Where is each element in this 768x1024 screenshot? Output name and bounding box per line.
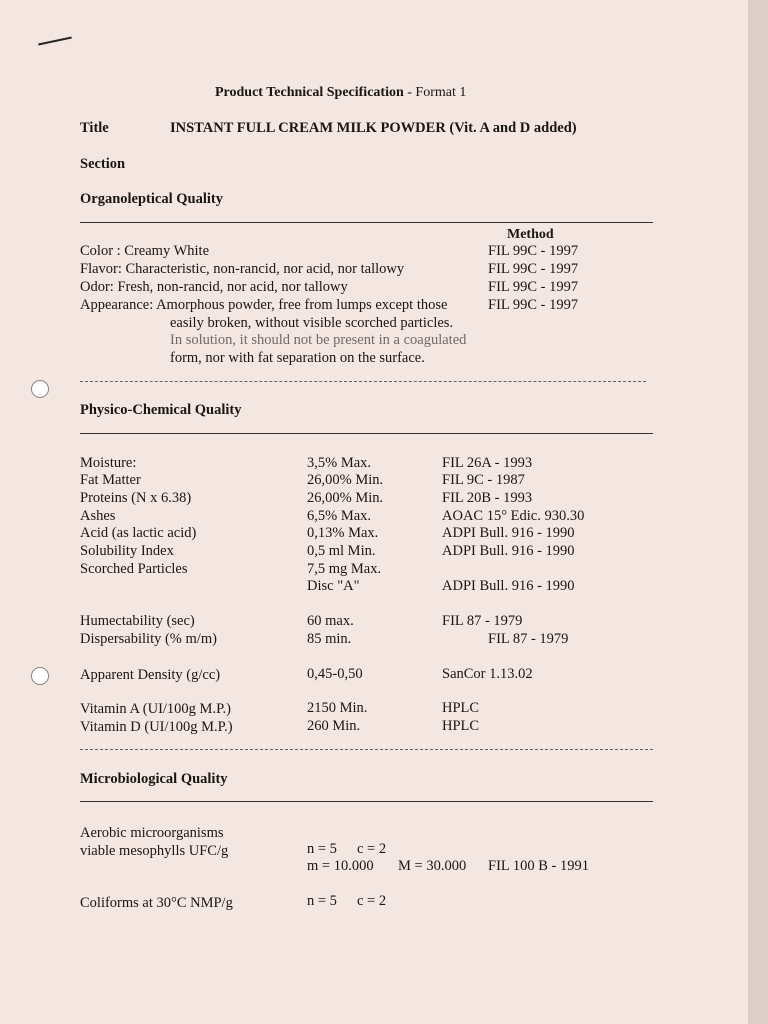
punch-hole-top — [31, 380, 49, 398]
physico-method: HPLC — [442, 700, 480, 716]
physico-param: Ashes — [80, 508, 116, 524]
coliforms-label: Coliforms at 30°C NMP/g — [80, 895, 233, 911]
physico-value: Disc "A" — [307, 578, 360, 594]
physico-param: Proteins (N x 6.38) — [80, 490, 192, 506]
header-format: Format 1 — [415, 85, 467, 100]
physico-param: Vitamin A (UI/100g M.P.) — [80, 701, 231, 717]
physico-value: 26,00% Min. — [307, 472, 384, 488]
physico-heading: Physico-Chemical Quality — [80, 402, 242, 418]
header-title: Product Technical Specification — [215, 85, 404, 100]
physico-value: 0,5 ml Min. — [307, 543, 376, 559]
physico-value: 85 min. — [307, 631, 352, 647]
physico-param: Moisture: — [80, 455, 137, 471]
section-label: Section — [80, 156, 126, 172]
physico-method: AOAC 15° Edic. 930.30 — [442, 508, 585, 524]
organoleptic-row-method: FIL 99C - 1997 — [488, 279, 579, 295]
physico-method: ADPI Bull. 916 - 1990 — [442, 578, 575, 594]
physico-value: 2150 Min. — [307, 700, 368, 716]
coliforms-c: c = 2 — [357, 893, 387, 909]
physico-method: ADPI Bull. 916 - 1990 — [442, 543, 575, 559]
organoleptic-row-text: Odor: Fresh, non-rancid, nor acid, nor tallowy — [80, 279, 348, 295]
aerobic-n: n = 5 — [307, 841, 337, 857]
physico-value: 0,13% Max. — [307, 525, 379, 541]
aerobic-label: Aerobic microorganisms — [80, 825, 224, 841]
organoleptic-row-text: Appearance: Amorphous powder, free from lumps except those — [80, 297, 448, 313]
organoleptic-row-text: Flavor: Characteristic, non-rancid, nor acid, nor tallowy — [80, 261, 405, 277]
physico-param: Vitamin D (UI/100g M.P.) — [80, 719, 233, 735]
coliforms-n: n = 5 — [307, 893, 337, 909]
organoleptic-row-method: FIL 99C - 1997 — [488, 261, 579, 277]
organoleptic-row-method: FIL 99C - 1997 — [488, 243, 579, 259]
appearance-continuation: easily broken, without visible scorched particles. — [170, 315, 454, 331]
physico-value: 26,00% Min. — [307, 490, 384, 506]
physico-value: 0,45-0,50 — [307, 666, 363, 682]
physico-method: SanCor 1.13.02 — [442, 666, 533, 682]
pen-mark — [38, 36, 72, 45]
physico-method: HPLC — [442, 718, 480, 734]
header-separator: - — [403, 85, 416, 100]
appearance-continuation: In solution, it should not be present in a coagulated — [170, 332, 467, 348]
title-value: INSTANT FULL CREAM MILK POWDER (Vit. A and D added) — [170, 120, 577, 136]
aerobic-c: c = 2 — [357, 841, 387, 857]
document-header — [215, 85, 466, 101]
physico-param: Humectability (sec) — [80, 613, 195, 629]
physico-method: FIL 20B - 1993 — [442, 490, 533, 506]
physico-param: Fat Matter — [80, 472, 141, 488]
physico-param: Apparent Density (g/cc) — [80, 667, 221, 683]
physico-value: 7,5 mg Max. — [307, 561, 382, 577]
physico-method: FIL 87 - 1979 — [488, 631, 569, 647]
physico-method: FIL 87 - 1979 — [442, 613, 523, 629]
physico-value: 6,5% Max. — [307, 508, 372, 524]
physico-param: Acid (as lactic acid) — [80, 525, 197, 541]
organoleptic-top-rule — [80, 222, 653, 223]
aerobic-method: FIL 100 B - 1991 — [488, 858, 589, 874]
physico-method: FIL 9C - 1987 — [442, 472, 525, 488]
aerobic-M: M = 30.000 — [398, 858, 467, 874]
physico-param: Scorched Particles — [80, 561, 188, 577]
appearance-continuation: form, nor with fat separation on the surface. — [170, 350, 425, 366]
physico-param: Dispersability (% m/m) — [80, 631, 217, 647]
physico-value: 3,5% Max. — [307, 455, 372, 471]
physico-top-rule — [80, 433, 653, 434]
punch-hole-bottom — [31, 667, 49, 685]
organoleptic-row-method: FIL 99C - 1997 — [488, 297, 579, 313]
physico-bottom-rule — [80, 749, 653, 750]
micro-heading: Microbiological Quality — [80, 771, 228, 787]
method-header: Method — [507, 227, 554, 242]
physico-value: 260 Min. — [307, 718, 361, 734]
physico-method: ADPI Bull. 916 - 1990 — [442, 525, 575, 541]
aerobic-label: viable mesophylls UFC/g — [80, 843, 229, 859]
organoleptic-row-text: Color : Creamy White — [80, 243, 209, 259]
physico-param: Solubility Index — [80, 543, 174, 559]
micro-top-rule — [80, 801, 653, 802]
aerobic-m: m = 10.000 — [307, 858, 374, 874]
organoleptic-heading: Organoleptical Quality — [80, 191, 223, 207]
physico-value: 60 max. — [307, 613, 354, 629]
title-label: Title — [80, 120, 109, 136]
physico-method: FIL 26A - 1993 — [442, 455, 533, 471]
organoleptic-bottom-rule — [80, 381, 646, 382]
background-strip — [748, 0, 768, 1024]
